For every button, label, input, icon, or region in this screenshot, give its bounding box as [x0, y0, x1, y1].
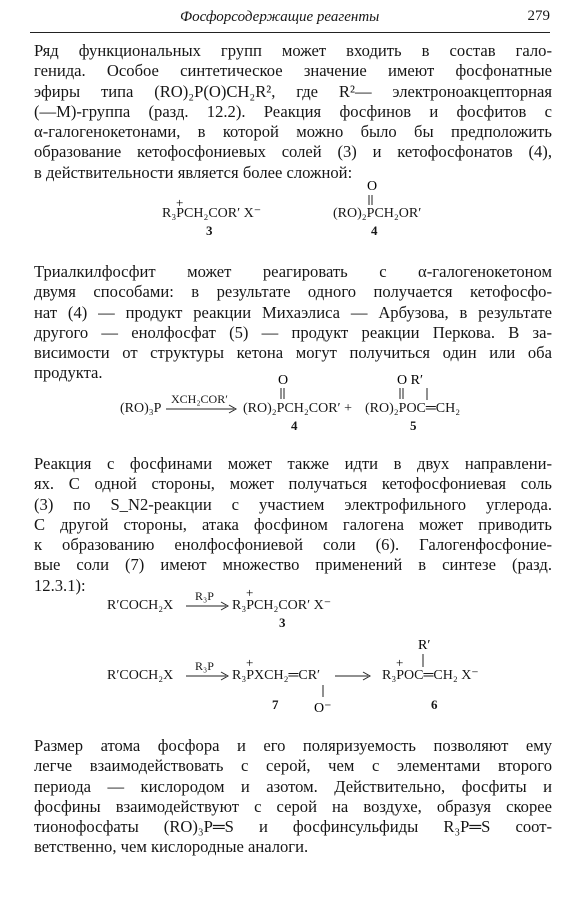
compound-number-3: 3 [206, 223, 213, 238]
text-line: Реакция с фосфинами может также идти в двух направлени- [34, 454, 552, 473]
text-line: (3) по S_N2-реакции с участием электрофильного углерода. [34, 494, 552, 514]
svg-text:O: O [278, 373, 289, 388]
svg-text:O: O [367, 179, 378, 194]
text-line: генида. Особое синтетическое значение имеют фосфонатные [34, 61, 552, 81]
product-6: R₃POC═CH₂ X⁻ [382, 668, 479, 683]
text-line: Триалкилфосфит может реагировать с α-галогенокетоном [34, 262, 552, 281]
text-line: вые соли (7) имеют множество применений в синтезе (разд. [34, 555, 552, 575]
text-line: (—M)-группа (разд. 12.2). Реакция фосфинов и фосфитов с [34, 101, 552, 121]
text-line: в действительности является более сложной: [34, 162, 353, 182]
text-line: двумя способами: в результате одного получается кетофосфо- [34, 282, 552, 302]
text-line: Размер атома фосфора и его поляризуемость позволяют ему [34, 736, 552, 755]
svg-text:+: + [246, 585, 254, 600]
compound-number-3: 3 [279, 615, 286, 630]
svg-text:+: + [176, 195, 184, 210]
text-line: периода — кислородом и азотом. Действительно, фосфиты и [34, 776, 552, 796]
svg-text:+: + [246, 655, 254, 670]
text-line: тионофосфаты (RO)₃P═S и фосфинсульфиды R₃P═S соот- [34, 817, 552, 837]
text-line: ях. С одной стороны, может получаться кетофосфониевая соль [34, 474, 552, 494]
product-3: R₃PCH₂COR′ X⁻ [232, 598, 332, 613]
text-line: другого — енолфосфат (5) — продукт реакции Перкова. В за- [34, 322, 552, 342]
formula-4: (RO)₂PCH₂OR′ [333, 206, 422, 221]
text-line: висимости от структуры кетона могут получиться один или оба [34, 343, 552, 363]
reagent-phosphine-2: R₃P [195, 659, 214, 673]
reagent-label: XCH₂COR′ [171, 392, 228, 406]
text-line: ветственно, чем кислородные аналоги. [34, 837, 309, 857]
compound-number-7: 7 [272, 697, 279, 712]
compound-number-5: 5 [410, 418, 417, 433]
text-line: продукта. [34, 363, 103, 383]
text-line: фосфины взаимодействуют с серой на воздухе, образуя скорее [34, 796, 552, 816]
text-line: С другой стороны, атака фосфином галогена может приводить [34, 514, 552, 534]
text-line: эфиры типа (RO)₂P(O)CH₂R², где R²— электроноакцепторная [34, 81, 552, 101]
reactant-phosphite: (RO)₃P [120, 401, 162, 416]
product-4: (RO)₂PCH₂COR′ + [243, 401, 353, 416]
text-line: 12.3.1): [34, 575, 86, 595]
text-line: образование кетофосфониевых солей (3) и кетофосфонатов (4), [34, 142, 552, 162]
running-title: Фосфорсодержащие реагенты [180, 9, 380, 25]
text-line: нат (4) — продукт реакции Михаэлиса — Арбузова, в результате [34, 302, 552, 322]
text-line: Ряд функциональных групп может входить в состав гало- [34, 41, 552, 60]
reagent-phosphine-1: R₃P [195, 589, 214, 603]
compound-number-4: 4 [291, 418, 298, 433]
reactant-haloketone-1: R′COCH₂X [107, 598, 174, 613]
compound-number-6: 6 [431, 697, 438, 712]
compound-number-4: 4 [371, 223, 378, 238]
text-line: α-галогенокетонами, в которой можно было бы предположить [34, 122, 552, 142]
svg-text:R′: R′ [418, 638, 431, 653]
svg-text:+: + [396, 655, 404, 670]
svg-text:O⁻: O⁻ [314, 701, 332, 716]
formula-3: R₃PCH₂COR′ X⁻ [162, 206, 262, 221]
paragraph-4 [34, 736, 552, 858]
text-line: к образованию енолфосфониевой соли (6). Галогенфосфоние- [34, 535, 552, 555]
intermediate-7: R₃PXCH₂═CR′ [232, 668, 321, 683]
reactant-haloketone-2: R′COCH₂X [107, 668, 174, 683]
page-number: 279 [527, 8, 550, 24]
product-5: (RO)₂POC═CH₂ [365, 401, 461, 416]
text-line: легче взаимодействовать с серой, чем с элементами второго [34, 756, 552, 776]
svg-text:O R′: O R′ [397, 373, 424, 388]
